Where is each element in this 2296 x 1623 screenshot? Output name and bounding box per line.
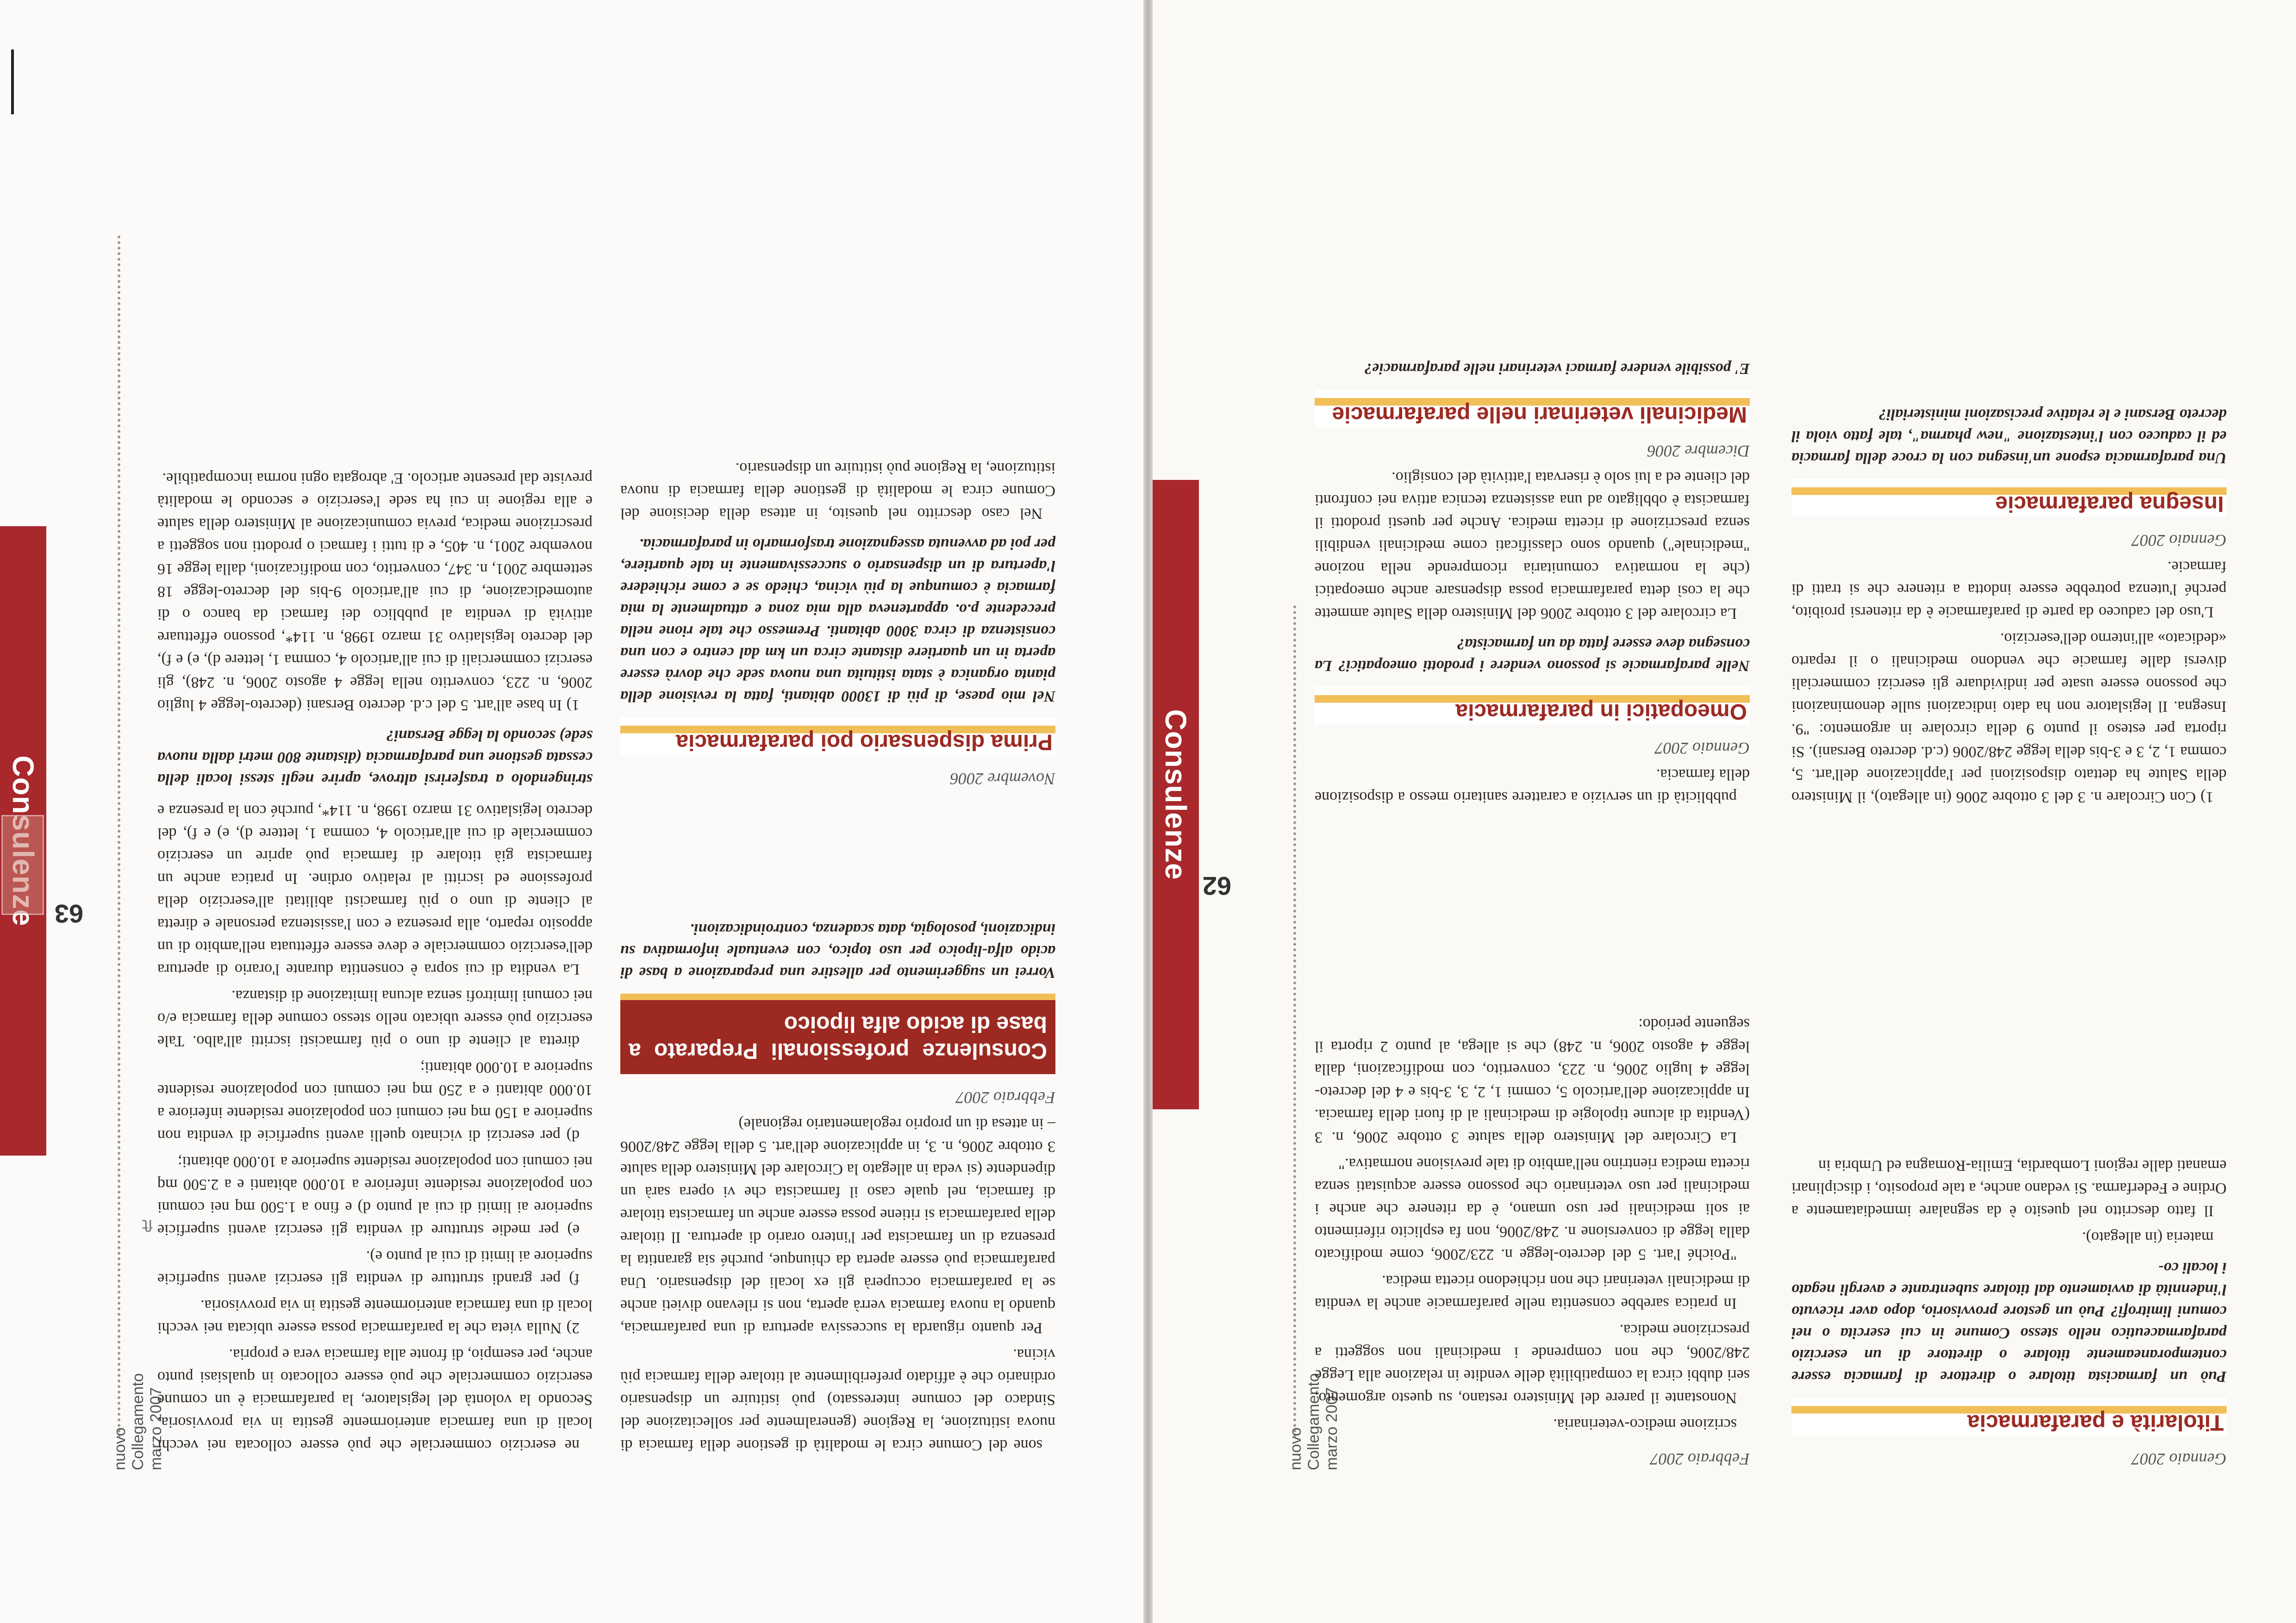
column-upper-left xyxy=(620,799,1055,1456)
left-page xyxy=(1153,0,2296,1623)
article-paragraph: Il fatto descritto nel quesito è da segnalare immediatamente a Ordine e Federfarma. Si vedano anche, a tale proposito, i disciplinari emanati dalle regioni Lombardia, Emilia-Romagna ed Umbria in xyxy=(1791,1157,2227,1219)
edge-mark xyxy=(11,50,14,114)
column-lower-right xyxy=(1315,68,1750,808)
article-paragraph: L'uso del caduceo da parte di parafarmacie è da ritenersi proibito, perché l'utenza potrebbe essere indotta a ritenere che si tratti di farmacie. xyxy=(1791,558,2227,621)
column-lower-right xyxy=(157,68,593,790)
article-paragraph: La vendita di cui sopra è consentita durante l'orario di apertura dell'esercizio commerciale e deve essere effettuata nell'ambito di un apposito reparto, alla presenza e con l'assistenza personale e diretta al cliente di uno o più farmacisti abilitati all'esercizio della professione ed iscritti al relativo ordine. In pratica anche un farmacista già titolare di farmacia può aprire un esercizio commerciale di cui all'articolo 4, comma 1, lettere d), e) e f), del decreto legislativo 31 marzo 1998, n. 114*, purché con la presenza e xyxy=(157,802,593,978)
running-head: nuovo Collegamento marzo 2007 xyxy=(1287,1373,1341,1470)
column-upper-left xyxy=(1791,822,2227,1470)
article-paragraph: Nonostante il parere del Ministero restano, su questo argomento, seri dubbi circa la compatibilità delle vendite in relazione alla Legge 248/2006, che non comprende i medicinali non soggetti a prescrizione medica. xyxy=(1315,1321,1750,1406)
article-title: Prima dispensario poi parafarmacia xyxy=(620,717,1055,755)
decorative-emblem xyxy=(1,815,44,915)
article-title: Omeopatici in parafarmacia xyxy=(1315,687,1750,725)
article-title: Consulenze professionali Preparato a base di acido alfa lipoico xyxy=(620,994,1055,1074)
article-paragraph: 1) In base all'art. 5 del c.d. decreto Bersani (decreto-legge 4 luglio 2006, n. 223, convertito nella legge 4 agosto 2006, n. 248), gli esercizi commerciali di cui all'articolo 4, comma 1, lettere d), e) e f), del decreto legislativo 31 marzo 1998, n. 114*, possono effettuare attività di vendita al pubblico dei farmaci da banco o di automedicazione, di cui all'articolo 9-bis del decreto-legge 18 settembre 2001, n. 347, convertito, con modificazioni, dalla legge 16 novembre 2001, n. 405, e di tutti i farmaci o prodotti non soggetti a prescrizione medica, previa comunicazione al Ministero della salute e alla regione in cui ha sede l'esercizio e secondo le modalità previste dal presente articolo. E' abrogata ogni norma incompatibile. xyxy=(157,470,593,714)
reader-question: stringendolo a trasferirsi altrove, aprire negli stessi locali della cessata gestione una parafarmacia (distante 800 metri dalla nuova sede) secondo la legge Bersani? xyxy=(157,727,593,788)
article-date: Febbraio 2007 xyxy=(1650,1450,1750,1468)
section-tab xyxy=(1153,480,1199,1109)
running-head: nuovo Collegamento marzo 2007 xyxy=(111,1373,165,1470)
column-lower-left xyxy=(620,68,1055,790)
running-head-rule xyxy=(1293,605,1296,1438)
article-title: Titolarità e parafarmacia xyxy=(1791,1398,2227,1436)
page-number: 62 xyxy=(1202,871,1231,901)
gutter xyxy=(1143,0,1153,1623)
reader-question: Può un farmacista titolare o direttore di farmacia essere contemporaneamente titolare o direttore di un esercizio parafarmaceutico nello stesso Comune in cui esercita o nei comuni limitrofi? Può un gestore provvisorio, dopo aver ricevuto l'indennità di avviamento dal titolare subentrante e avergli negato i locali co- xyxy=(1791,1259,2227,1385)
article-paragraph: d) per esercizi di vicinato quelli aventi superficie di vendita non superiore a 150 mq nei comuni con popolazione residente inferiore a 10.000 abitanti e a 250 mq nei comuni con popolazione residente superiore a 10.000 abitanti; xyxy=(157,1059,593,1144)
article-paragraph: La Circolare del Ministero della salute 3 ottobre 2006, n. 3 (Vendita di alcune tipologie di medicinali al di fuori della farmacia. In applicazione dell'articolo 5, commi 1, 2, 3, 3-bis e 4 del decreto-legge 4 luglio 2006, n. 223, convertito, con modificazioni, dalla legge 4 agosto 2006, n. 248) che si allega, al punto 2 riporta il seguente periodo: xyxy=(1315,1015,1750,1146)
article-paragraph: 1) Con Circolare n. 3 del 3 ottobre 2006 (in allegato), il Ministero della Salute ha dettato disposizioni per l'applicazione dell'art. 5, comma 1, 2, 3 e 3-bis della legge 248/2006 (c.d. decreto Bersani). Si riporta per esteso il punto 9 della circolare in argomento: "9. Insegna. Il legislatore non ha dato indicazioni sulle denominazioni che possono essere usate per individuare gli esercizi commerciali diversi dalle farmacie che vendono medicinali o il reparto «dedicato» all'interno dell'esercizio. xyxy=(1791,630,2227,806)
article-date: Dicembre 2006 xyxy=(1647,442,1750,460)
reader-question: Una parafarmacia espone un'insegna con la croce della farmacia ed il caduceo con l'intestazione "new pharma", tale fatto viola il decreto Bersani e le relative precisazioni ministeriali? xyxy=(1791,406,2227,466)
article-date: Gennaio 2007 xyxy=(2132,1450,2227,1468)
article-date: Gennaio 2007 xyxy=(2132,531,2227,550)
article-paragraph: "Poiché l'art. 5 del decreto-legge n. 223/2006, come modificato dalla legge di conversione n. 248/2006, non fa esplicito riferimento ai soli medicinali per uso umano, è da ritenere che anche i medicinali per uso veterinario che possono essere acquistati senza ricetta medica rientrino nell'ambito di tale previsione normativa." xyxy=(1315,1155,1750,1263)
article-paragraph: 2) Nulla vieta che la parafarmacia possa essere ubicata nei vecchi locali di una farmacia anteriormente gestita in via provvisoria. xyxy=(157,1297,593,1337)
article-paragraph: sone del Comune circa le modalità di gestione della farmacia di nuova istituzione, la Regione (generalmente per sollecitazione del Sindaco del comune interessato) può istituire un dispensario ordinario che è affidato preferibilmente al titolare della farmacia più vicina. xyxy=(620,1346,1055,1454)
article-paragraph: f) per grandi strutture di vendita gli esercizi aventi superficie superiore ai limiti di cui al punto e). xyxy=(157,1248,593,1287)
section-tab-label: Consulenze xyxy=(1159,709,1192,880)
right-page xyxy=(0,0,1143,1623)
article-paragraph: diretta al cliente di uno o più farmacisti iscritti all'albo. Tale esercizio può essere ubicato nello stesso comune della farmacia e/o nei comuni limitrofi senza alcuna limitazione di distanza. xyxy=(157,987,593,1050)
article-paragraph: In pratica sarebbe consentita nelle parafarmacie anche la vendita di medicinali veterinari che non richiedono ricetta medica. xyxy=(1315,1272,1750,1312)
article-date: Gennaio 2007 xyxy=(1655,739,1750,758)
reader-question: Nel mio paese, di più di 13000 abitanti, fatta la revisione della pianta organica è stata istituita una nuova sede che dovrà essere aperta in un quartiere distante circa un km dal centro e con una consistenza di circa 3000 abitanti. Premesso che tale rione nella precedente p.o. apparteneva alla mia zona e attualmente la mia farmacia è comunque la più vicina, chiedo se e come richiedere l'apertura di un dispensario o successivamente in tale quartiere, per poi ad avvenuta assegnazione trasformarlo in parafarmacia. xyxy=(620,535,1055,705)
article-title: Medicinali veterinari nelle parafarmacie xyxy=(1315,390,1750,428)
article-paragraph: Per quanto riguarda la successiva apertura di una parafarmacia, quando la nuova farmacia verrà aperta, non si rilevano divieti anche se la parafarmacia occuperà gli ex locali del dispensario. Una parafarmacia può essere aperta da chiunque, purché sia garantita la presenza di un farmacista per l'intero orario di apertura. Il titolare della parafarmacia si ritiene possa essere anche un farmacista titolare di farmacia, nel quale caso il farmacista che vi opera sarà un dipendente (si veda in allegato la Circolare del Ministero della salute 3 ottobre 2006, n. 3, in applicazione dell'art. 5 della legge 248/2006 – in attesa di un proprio regolamentario regionale) xyxy=(620,1115,1055,1337)
article-date: Novembre 2006 xyxy=(950,770,1055,788)
article-paragraph: La circolare del 3 ottobre 2006 del Ministero della Salute ammette che la così detta parafarmacia possa dispensare anche omeopatici (che la normativa comunitaria ricomprende nella nozione "medicinale") quando sono classificati come medicinali vendibili senza prescrizione di ricetta medica. Anche per questi prodotti il farmacista è obbligato ad una assistenza tecnica attiva nei confronti del cliente ed a lui solo è riservata l'attività del consiglio. xyxy=(1315,469,1750,622)
margin-mark: ﬅ xyxy=(142,1216,153,1234)
article-date: Febbraio 2007 xyxy=(956,1088,1055,1107)
reader-question: E' possibile vendere farmaci veterinari nelle parafarmacie? xyxy=(1364,360,1750,377)
column-lower-left xyxy=(1791,68,2227,808)
reader-question: Nelle parafarmacie si possono vendere i prodotti omeopatici? La consegna deve essere fatta da un farmacista? xyxy=(1315,635,1750,674)
article-title: Insegna parafarmacie xyxy=(1791,479,2227,517)
column-upper-right xyxy=(1315,822,1750,1470)
reader-question: Vorrei un suggerimento per allestire una preparazione a base di acido alfa-lipoico per uso topico, con eventuale informativa su indicazioni, posologia, data scadenza, controindicazioni. xyxy=(620,920,1055,981)
running-head-rule xyxy=(118,235,120,1438)
article-paragraph: Nel caso descritto nel quesito, in attesa della decisione del Comune circa le modalità di gestione della farmacia di nuova istituzione, la Regione può istituire un dispensario. xyxy=(620,460,1055,522)
article-paragraph: ne esercizio commerciale che può essere collocata nei vecchi locali di una farmacia anteriormente gestita in via provvisoria. Secondo la volontà del legislatore, la parafarmacia è un comune esercizio commerciale che può essere collocato in qualsiasi punto anche, per esempio, di fronte alla farmacia vera e propria. xyxy=(157,1346,593,1454)
article-paragraph: pubblicità di un servizio a carattere sanitario messo a disposizione della farmacia. xyxy=(1315,766,1750,806)
page-number: 63 xyxy=(54,899,83,928)
article-paragraph: e) per medie strutture di vendita gli esercizi aventi superficie superiore ai limiti di cui al punto d) e fino a 1.500 mq nei comuni con popolazione residente inferiore a 10.000 abitanti e a 2.500 mq nei comuni con popolazione residente superiore a 10.000 abitanti; xyxy=(157,1153,593,1238)
column-upper-right xyxy=(157,799,593,1456)
article-paragraph: scrizione medico-veterinaria. xyxy=(1553,1416,1737,1433)
article-paragraph: materia (in allegato). xyxy=(2082,1229,2214,1246)
